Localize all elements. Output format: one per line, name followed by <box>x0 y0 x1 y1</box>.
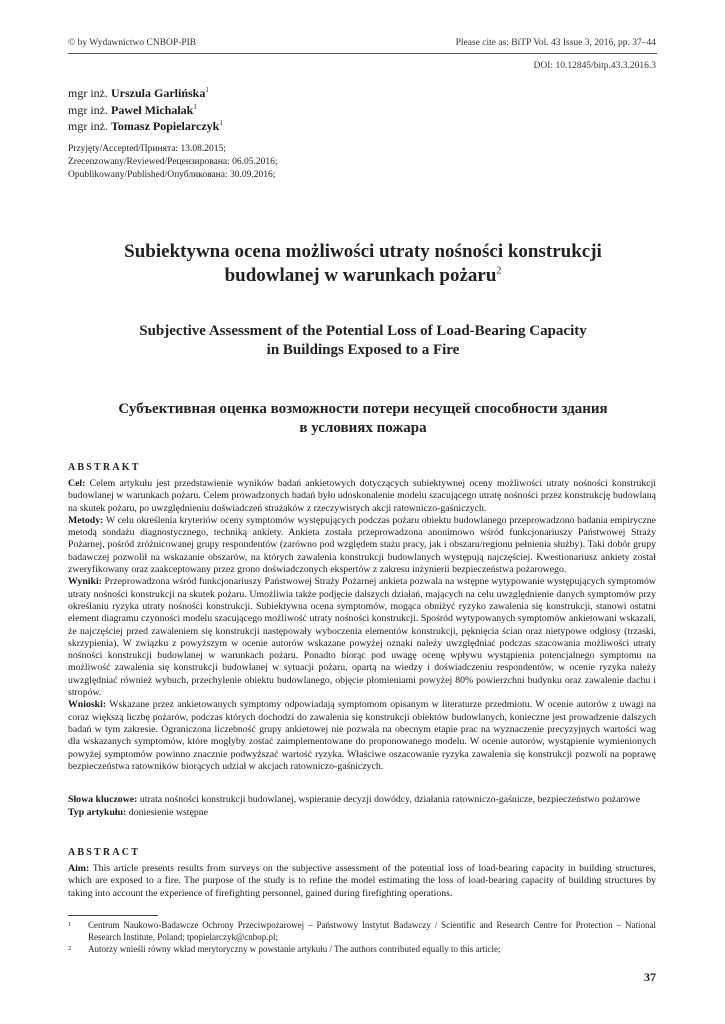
author-2: mgr inż. Paweł Michalak$^1$ <box>68 102 197 117</box>
author-name: Tomasz Popielarczyk <box>111 119 220 133</box>
abstract-results: Wyniki: Przeprowadzona wśród funkcjonariuszy Państwowej Straży Pożarnej ankieta pozwala na wstępne wytypowanie występujących symptomów utraty nośności konstrukcji na skutek pożaru. Umożliwia także podjęcie dalszych działań, mających na celu uwzględnienie danych symptomów przy określaniu ryzyka utraty nośności konstrukcji. Subiektywna ocena symptomów, mogąca obniżyć ryzyko zawalenia się konstrukcji, stanowi ostatni element diagramu czynności modelu szacującego możliwość utraty nośności konstrukcji. Spośród wytypowanych symptomów ankietowani wskazali, że najczęściej przed zawaleniem się konstrukcji następowały wyboczenia elementów konstrukcji, pęknięcia ścian oraz nietypowe odgłosy (trzaski, skrzypienia). W związku z powyższym w ocenie autorów wskazane powyżej oznaki należy uwzględniać podczas szacowania możliwości utraty nośności konstrukcji budowlanej w warunkach pożaru. Ponadto biorąc pod uwagę ocenę wpływu wystąpienia potencjalnego symptomu na możliwość zawalenia się konstrukcji budowlanej w sytuacji pożaru, opartą na wiedzy i doświadczeniu respondentów, w ocenie ryzyka należy uwzględniać również wybuch, przechylenie obiektu budowlanego, objęcie płomieniami powyżej 80% powierzchni budynku oraz zawalenie dachu i stropów. <box>68 576 657 699</box>
keywords: Słowa kluczowe: utrata nośności konstrukcji budowlanej, wspieranie decyzji dowódcy, działania ratowniczo-gaśnicze, bezpieczeństwo pożarowe <box>68 794 641 805</box>
abstract-english <box>68 863 656 900</box>
abstract-pl-heading: ABSTRAKT <box>68 462 141 473</box>
publisher-line: © by Wydawnictwo CNBOP-PIB <box>68 38 197 48</box>
footnote-2: 2 Autorzy wnieśli równy wkład merytoryczny w powstanie artykułu / The authors contributed equally to this article; <box>68 944 501 954</box>
abstract-methods: Metody: W celu określenia kryteriów oceny symptomów występujących podczas pożaru obiektu budowlanego przeprowadzono badania empiryczne metodą sondażu diagnostycznego, techniką ankiety. Ankieta została przeprowadzona anonimowo wśród funkcjonariuszy Państwowej Straży Pożarnej, pośród zróżnicowanej grupy respondentów (zarówno pod względem stażu pracy, jak i obszaru/regionu pełnienia służby). Taki dobór grupy badawczej pozwolił na wskazanie obszarów, na których zawalenia konstrukcji budowlanych występują najczęściej. Kwestionariusz ankiety został zweryfikowany oraz zaakceptowany przez grono doświadczonych ekspertów z zakresu inżynierii bezpieczeństwa pożarowego. <box>68 514 656 576</box>
title-english: Subjective Assessment of the Potential Loss of Load-Bearing Capacity in Buildings Exposed to a Fire <box>139 323 587 358</box>
footnote-1: 1 Centrum Naukowo-Badawcze Ochrony Przeciwpożarowej – Państwowy Instytut Badawczy / Scientific and Research Centre for Protection – National Research Institute, Poland; tpopielarczyk@cnbop.pl; <box>68 920 656 942</box>
abstract-aim-en: Aim: This article presents results from surveys on the subjective assessment of the potential loss of load-bearing capacity in building structures, which are exposed to a fire. The purpose of the study is to refine the model estimating the loss of load-bearing capacity of building structures by taking into account the experience of firefighting personnel, gained during firefighting operations. <box>68 863 656 899</box>
abstract-polish <box>68 478 656 773</box>
published-date: Opublikowany/Published/Опубликована: 30.09.2016; <box>68 170 276 180</box>
author-name: Urszula Garlińska <box>111 86 206 100</box>
reviewed-date: Zrecenzowany/Reviewed/Рецензирована: 06.05.2016; <box>68 157 278 167</box>
abstract-aim: Cel: Celem artykułu jest przedstawienie wyników badań ankietowych dotyczących subiektywnej oceny możliwości utraty nośności konstrukcji budowlanej w warunkach pożaru. Celem prowadzonych badań było udoskonalenie modelu szacującego utratę nośności przez konstrukcję budowlaną na skutek pożaru, po uwzględnieniu doświadczeń strażaków z rzeczywistych akcji ratowniczo-gaśniczych. <box>68 478 657 514</box>
publication-dates <box>68 143 278 182</box>
author-list <box>68 85 223 135</box>
keywords-block <box>68 794 668 819</box>
title-russian: Субъективная оценка возможности потери несущей способности здания в условиях пожара <box>118 401 608 436</box>
accepted-date: Przyjęty/Accepted/Принята: 13.08.2015; <box>68 144 226 154</box>
title-polish: Subiektywna ocena możliwości utraty nośności konstrukcji budowlanej w warunkach pożaru$^2$ <box>124 241 602 286</box>
footnote-divider <box>68 915 158 916</box>
doi-line: DOI: 10.12845/bitp.43.3.2016.3 <box>533 61 656 71</box>
header-divider <box>68 53 657 54</box>
abstract-conclusions: Wnioski: Wskazane przez ankietowanych symptomy odpowiadają symptomom opisanym w literaturze przedmiotu. W ocenie autorów z uwagi na coraz większą liczbę pożarów, podczas których dochodzi do zawalenia się konstrukcji obiektów budowlanych, konieczne jest prowadzenie dalszych badań w tym zakresie. Ograniczona liczebność grupy ankietowej nie pozwala na obecnym etapie prac na wyznaczenie precyzyjnych wartości wag dla wskazanych symptomów, które mogłyby zostać zaimplementowane do proponowanego modelu. W ocenie autorów, wystąpienie wymienionych powyżej symptomów powinno znacznie podwyższać wartość ryzyka. Właściwe oszacowanie ryzyka zawalenia się konstrukcji pozwoli na poprawę bezpieczeństwa ratowników biorących udział w akcjach ratowniczo-gaśniczych. <box>68 699 656 772</box>
article-type: Typ artykułu: doniesienie wstępne <box>68 806 208 818</box>
citation-line: Please cite as: BiTP Vol. 43 Issue 3, 2016, pp. 37–44 <box>455 38 656 48</box>
author-3: mgr inż. Tomasz Popielarczyk$^1$ <box>68 119 223 133</box>
author-name: Paweł Michalak <box>111 102 194 117</box>
author-1: mgr inż. Urszula Garlińska$^1$ <box>68 86 209 100</box>
abstract-en-heading: ABSTRACT <box>68 847 141 858</box>
page-number: 37 <box>644 970 656 984</box>
